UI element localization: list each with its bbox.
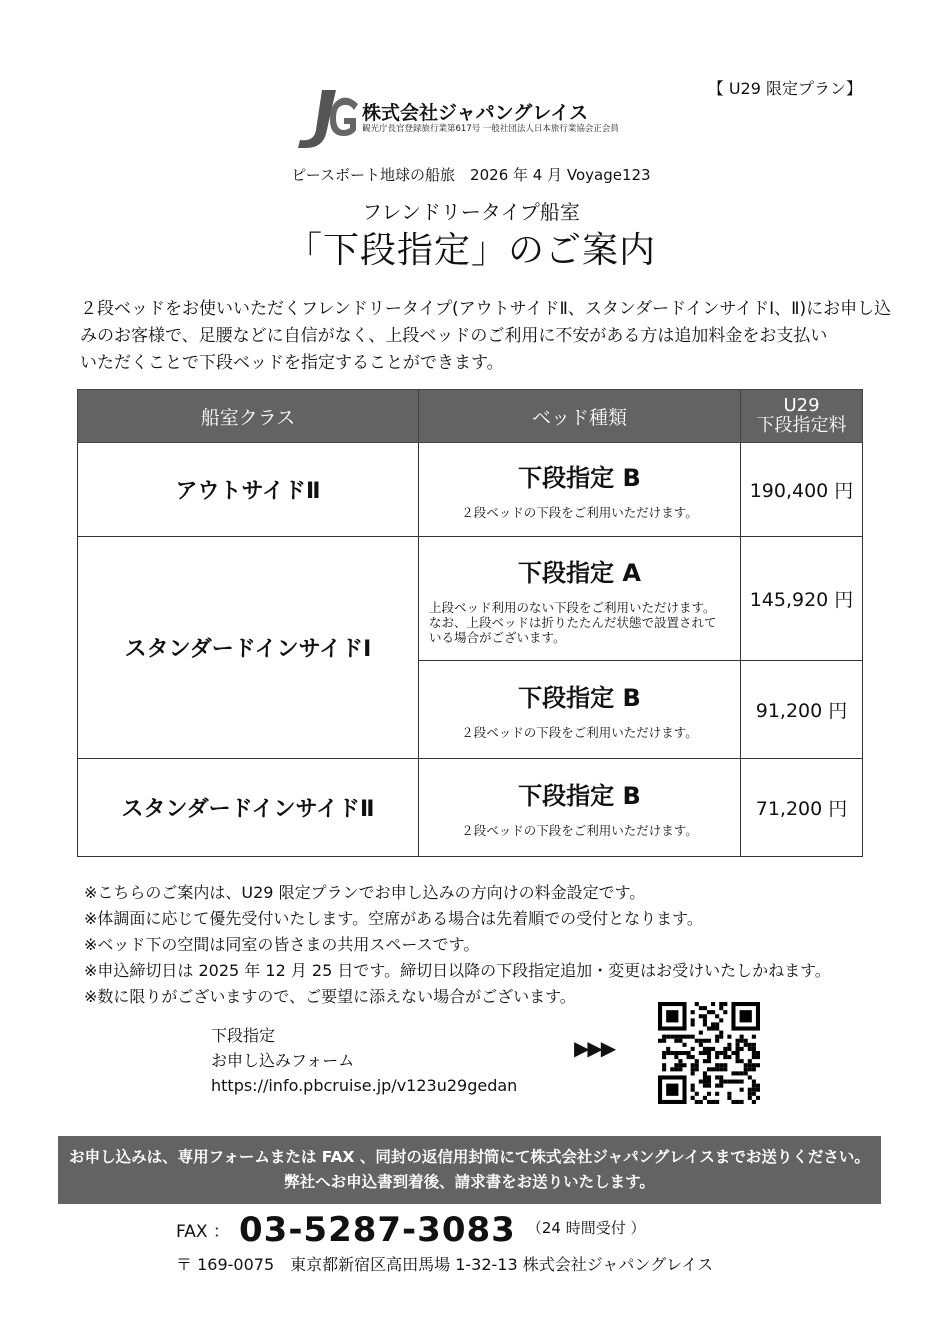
form-info [211, 1023, 517, 1098]
form-url-link[interactable]: https://info.pbcruise.jp/v123u29gedan [211, 1076, 518, 1095]
cabin-class-cell: スタンダードインサイドⅡ [78, 759, 419, 857]
bed-type-cell [419, 537, 741, 661]
arrow-icon: ▶▶▶ [574, 1036, 615, 1060]
jg-logo-icon [296, 88, 362, 152]
bed-description: なお、上段ベッドは折りたたんだ状態で設置されて [429, 614, 717, 630]
header-price [741, 390, 863, 443]
qr-code-icon[interactable] [658, 1002, 760, 1104]
header-bed-type: ベッド種類 [419, 390, 741, 443]
price-cell: 71,200 円 [741, 759, 863, 857]
bed-name: 下段指定 B [518, 782, 641, 810]
cabin-class-cell: スタンダードインサイドⅠ [78, 537, 419, 759]
postal-address: 〒 169-0075 東京都新宿区高田馬場 1-32-13 株式会社ジャパングレイス [176, 1255, 714, 1274]
bed-description: ２段ベッドの下段をご利用いただけます。 [461, 823, 698, 838]
bed-name: 下段指定 B [518, 684, 641, 712]
bed-description: いる場合がございます。 [429, 629, 566, 645]
page-subtitle: フレンドリータイプ船室 [362, 200, 580, 224]
bed-type-cell [419, 661, 741, 759]
intro-line: いただくことで下段ベッドを指定することができます。 [80, 353, 504, 373]
table-row [78, 759, 863, 857]
fax-label: FAX ： [176, 1222, 230, 1242]
note-item: ※こちらのご案内は、U29 限定プランでお申し込みの方向けの料金設定です。 [84, 883, 646, 902]
note-item: ※体調面に応じて優先受付いたします。空席がある場合は先着順での受付となります。 [84, 909, 703, 928]
cabin-class-cell: アウトサイドⅡ [78, 443, 419, 537]
price-cell: 91,200 円 [741, 661, 863, 759]
banner-line: 弊社へお申込書到着後、請求書をお送りいたします。 [284, 1173, 655, 1191]
header-price-line1: U29 [783, 395, 820, 416]
bed-type-cell [419, 759, 741, 857]
intro-line: ２段ベッドをお使いいただくフレンドリータイプ(アウトサイドⅡ、スタンダードインサイドⅠ、Ⅱ)にお申し込 [80, 299, 892, 319]
form-label: 下段指定 [211, 1026, 276, 1045]
company-logo [296, 88, 636, 152]
note-item: ※ベッド下の空間は同室の皆さまの共用スペースです。 [84, 935, 480, 954]
intro-paragraph [80, 296, 892, 377]
voyage-line: ピースボート地球の船旅 2026 年 4 月 Voyage123 [291, 166, 651, 184]
bed-description: 上段ベッド利用のない下段をご利用いただけます。 [429, 599, 716, 615]
table-row [78, 443, 863, 537]
company-registration: 観光庁長官登録旅行業第617号 一般社団法人日本旅行業協会正会員 [362, 124, 619, 134]
bed-type-cell [419, 443, 741, 537]
price-table [77, 389, 863, 857]
table-row [78, 537, 863, 661]
fax-hours: （24 時間受付 ） [526, 1219, 646, 1237]
bed-name: 下段指定 B [518, 464, 641, 492]
header-cabin-class: 船室クラス [78, 390, 419, 443]
page-title: 「下段指定」のご案内 [285, 230, 656, 271]
submission-banner [58, 1136, 881, 1204]
bed-name: 下段指定 A [518, 558, 641, 587]
company-name: 株式会社ジャパングレイス [362, 102, 589, 124]
intro-line: みのお客様で、足腰などに自信がなく、上段ベッドのご利用に不安がある方は追加料金をお支払い [80, 326, 828, 346]
form-label: お申し込みフォーム [211, 1051, 355, 1070]
note-item: ※数に限りがございますので、ご要望に添えない場合がございます。 [84, 987, 576, 1006]
note-item: ※申込締切日は 2025 年 12 月 25 日です。締切日以降の下段指定追加・変更はお受けいたしかねます。 [84, 961, 831, 980]
plan-tag: 【 U29 限定プラン】 [707, 79, 862, 98]
fax-row [176, 1210, 646, 1250]
notes-list [84, 880, 831, 1010]
bed-description: ２段ベッドの下段をご利用いただけます。 [461, 505, 698, 520]
bed-description: ２段ベッドの下段をご利用いただけます。 [461, 725, 698, 740]
header-price-line2: 下段指定料 [756, 415, 847, 436]
fax-number: 03-5287-3083 [239, 1210, 516, 1250]
price-cell: 145,920 円 [741, 537, 863, 661]
banner-line: お申し込みは、専用フォームまたは FAX 、同封の返信用封筒にて株式会社ジャパングレイスまでお送りください。 [69, 1148, 870, 1166]
price-cell: 190,400 円 [741, 443, 863, 537]
table-header-row [78, 390, 863, 443]
